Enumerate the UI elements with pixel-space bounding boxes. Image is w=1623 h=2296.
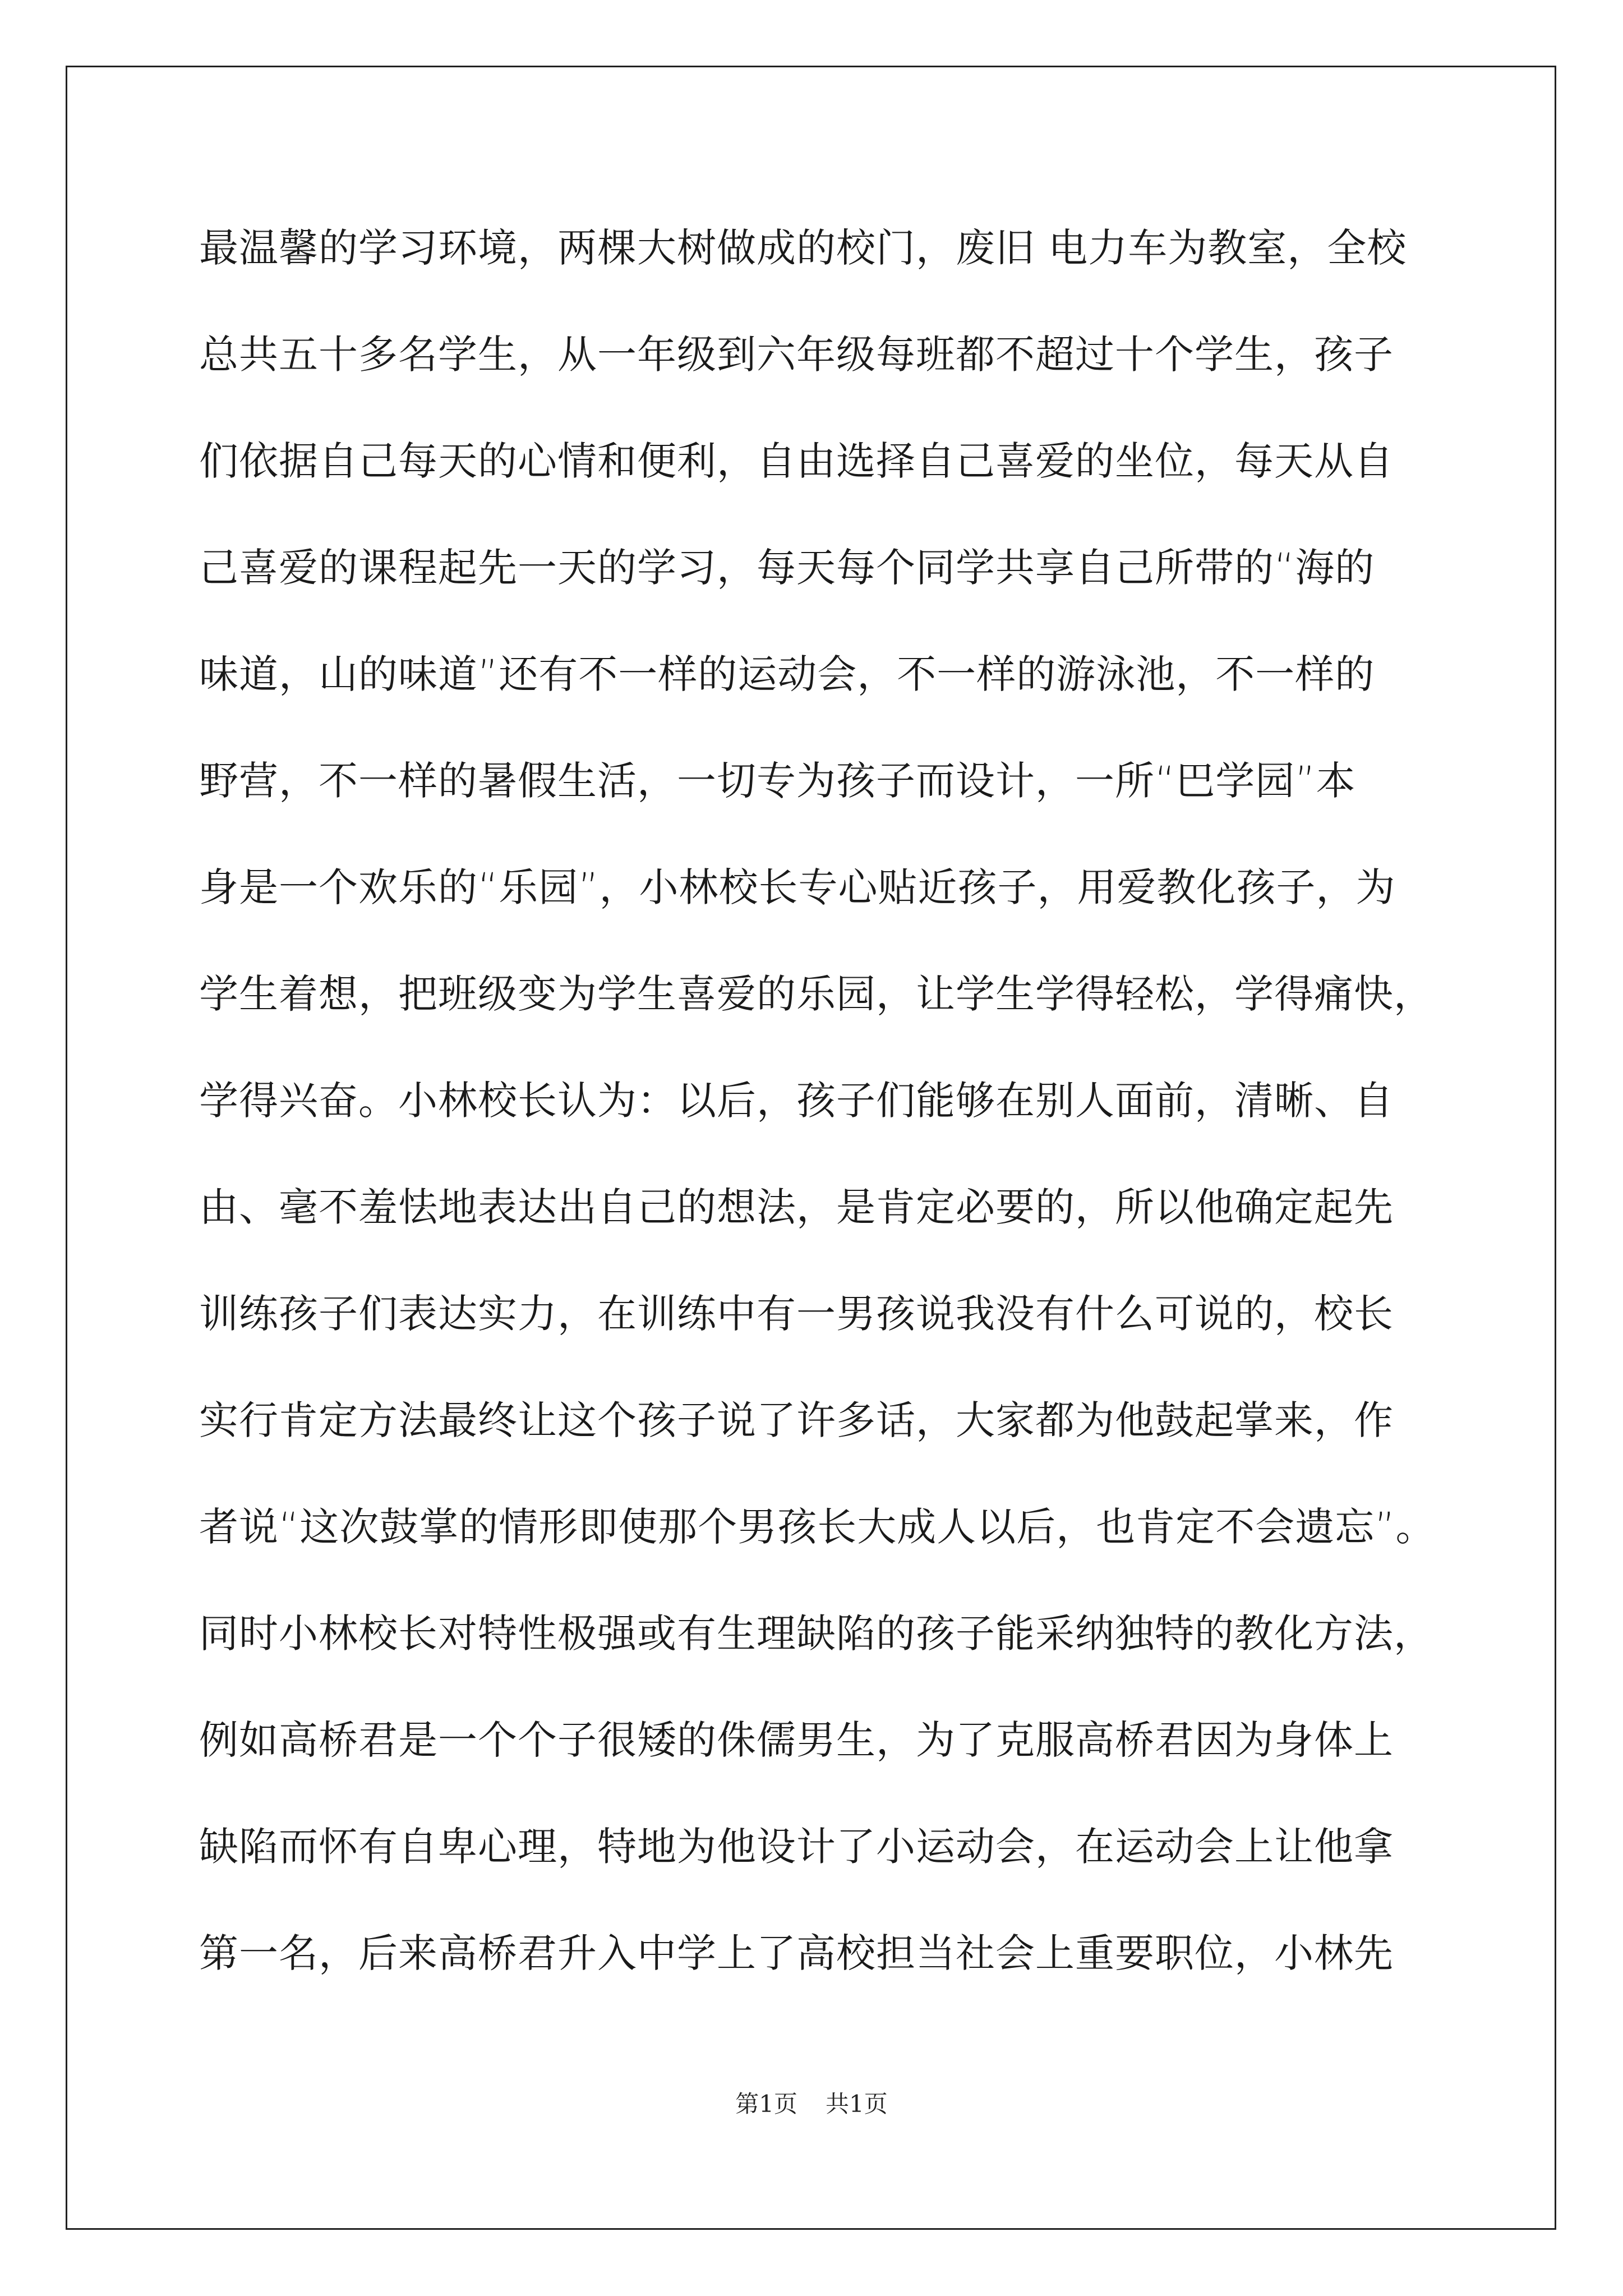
page-footer [0, 2086, 1623, 2119]
text-line: 们依据自己每天的心情和便利，自由选择自己喜爱的坐位，每天从自 [199, 438, 1394, 484]
text-line: 同时小林校长对特性极强或有生理缺陷的孩子能采纳独特的教化方法， [199, 1611, 1433, 1657]
text-line: 例如高桥君是一个个子很矮的侏儒男生，为了克服高桥君因为身体上 [199, 1717, 1394, 1763]
text-line: 味道，山的味道”还有不一样的运动会，不一样的游泳池，不一样的 [199, 651, 1375, 697]
text-line: 学生着想，把班级变为学生喜爱的乐园，让学生学得轻松，学得痛快， [199, 971, 1433, 1017]
text-line: 最温馨的学习环境，两棵大树做成的校门，废旧 电力车为教室，全校 [199, 225, 1407, 271]
page-number: 第1页 [735, 2090, 797, 2118]
text-line: 身是一个欢乐的“乐园”，小林校长专心贴近孩子，用爱教化孩子，为 [199, 864, 1396, 910]
text-line: 总共五十多名学生，从一年级到六年级每班都不超过十个学生，孩子 [199, 332, 1394, 378]
text-line: 由、毫不羞怯地表达出自己的想法，是肯定必要的，所以他确定起先 [199, 1184, 1394, 1230]
page-total: 共1页 [826, 2090, 888, 2118]
text-line: 学得兴奋。小林校长认为：以后，孩子们能够在别人面前，清晰、自 [199, 1078, 1394, 1124]
text-line: 野营，不一样的暑假生活，一切专为孩子而设计，一所“巴学园”本 [199, 758, 1356, 804]
body-text [199, 214, 1436, 2026]
text-line: 第一名，后来高桥君升入中学上了高校担当社会上重要职位，小林先 [199, 1930, 1394, 1976]
text-line: 者说“这次鼓掌的情形即使那个男孩长大成人以后，也肯定不会遗忘”。 [199, 1504, 1436, 1550]
text-line: 己喜爱的课程起先一天的学习，每天每个同学共享自己所带的“海的 [199, 545, 1375, 591]
text-line: 缺陷而怀有自卑心理，特地为他设计了小运动会，在运动会上让他拿 [199, 1824, 1394, 1870]
text-line: 实行肯定方法最终让这个孩子说了许多话，大家都为他鼓起掌来，作 [199, 1397, 1394, 1443]
text-line: 训练孩子们表达实力，在训练中有一男孩说我没有什么可说的，校长 [199, 1291, 1394, 1337]
